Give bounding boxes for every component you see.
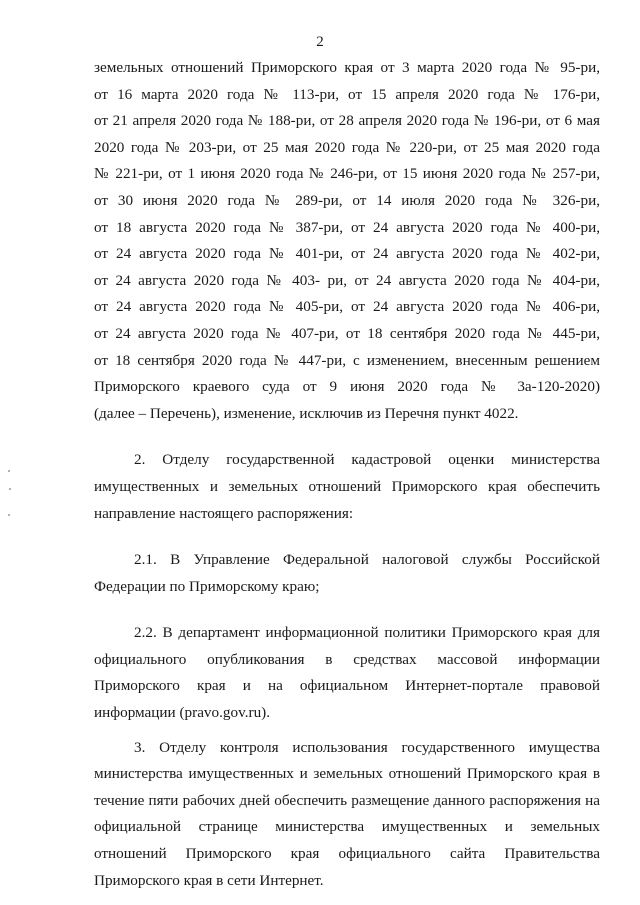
text-line: информации (pravo.gov.ru).	[94, 704, 271, 722]
text-line: от 30 июня 2020 года № 289-ри, от 14 июля 2020 года № 326-ри,	[94, 191, 600, 209]
text-line: Приморского края и на официальном Интернет-портале правовой	[94, 677, 600, 695]
text-line: 2. Отделу государственной кадастровой оценки министерства	[134, 451, 600, 469]
text-line: от 24 августа 2020 года № 407-ри, от 18 сентября 2020 года № 445-ри,	[94, 324, 600, 342]
paragraph-item-3	[94, 735, 600, 895]
paragraph-item-2	[94, 447, 600, 527]
text-line: течение пяти рабочих дней обеспечить размещение данного распоряжения на	[94, 791, 600, 809]
document-body	[94, 55, 600, 894]
text-line: земельных отношений Приморского края от 3 марта 2020 года № 95-ри,	[94, 59, 600, 76]
page-number: 2	[316, 34, 324, 50]
paragraph-item-2-1	[94, 547, 600, 600]
paragraph-list-of-orders	[94, 55, 600, 427]
text-line: направление настоящего распоряжения:	[94, 504, 354, 522]
text-line: от 18 сентября 2020 года № 447-ри, с изменением, внесенным решением	[94, 351, 600, 369]
text-line: № 221-ри, от 1 июня 2020 года № 246-ри, от 15 июня 2020 года № 257-ри,	[94, 165, 600, 183]
text-line: от 24 августа 2020 года № 403- ри, от 24 августа 2020 года № 404-ри,	[94, 271, 600, 289]
text-line: (далее – Перечень), изменение, исключив из Перечня пункт 4022.	[94, 404, 519, 422]
text-line: от 24 августа 2020 года № 405-ри, от 24 августа 2020 года № 406-ри,	[94, 298, 600, 316]
text-line: от 21 апреля 2020 года № 188-ри, от 28 апреля 2020 года № 196-ри, от 6 мая	[94, 112, 600, 130]
text-line: 3. Отделу контроля использования государственного имущества	[134, 738, 600, 756]
text-line: министерства имущественных и земельных отношений Приморского края в	[94, 765, 600, 783]
text-line: от 24 августа 2020 года № 401-ри, от 24 августа 2020 года № 402-ри,	[94, 245, 600, 263]
text-line: имущественных и земельных отношений Приморского края обеспечить	[94, 477, 600, 495]
text-line: 2.1. В Управление Федеральной налоговой службы Российской	[134, 551, 600, 569]
text-line: от 16 марта 2020 года № 113-ри, от 15 апреля 2020 года № 176-ри,	[94, 85, 600, 103]
text-line: 2020 года № 203-ри, от 25 мая 2020 года № 220-ри, от 25 мая 2020 года	[94, 138, 600, 156]
text-line: 2.2. В департамент информационной политики Приморского края для	[134, 624, 600, 642]
text-line: от 18 августа 2020 года № 387-ри, от 24 августа 2020 года № 400-ри,	[94, 218, 600, 236]
paragraph-item-2-2	[94, 620, 600, 726]
text-line: Приморского края в сети Интернет.	[94, 871, 324, 889]
text-line: отношений Приморского края официального сайта Правительства	[94, 845, 600, 863]
text-line: официального опубликования в средствах массовой информации	[94, 650, 600, 668]
text-line: Федерации по Приморскому краю;	[94, 577, 320, 595]
text-line: официальной странице министерства имущественных и земельных	[94, 818, 600, 836]
text-line: Приморского краевого суда от 9 июня 2020 года № 3а-120-2020)	[94, 378, 600, 396]
